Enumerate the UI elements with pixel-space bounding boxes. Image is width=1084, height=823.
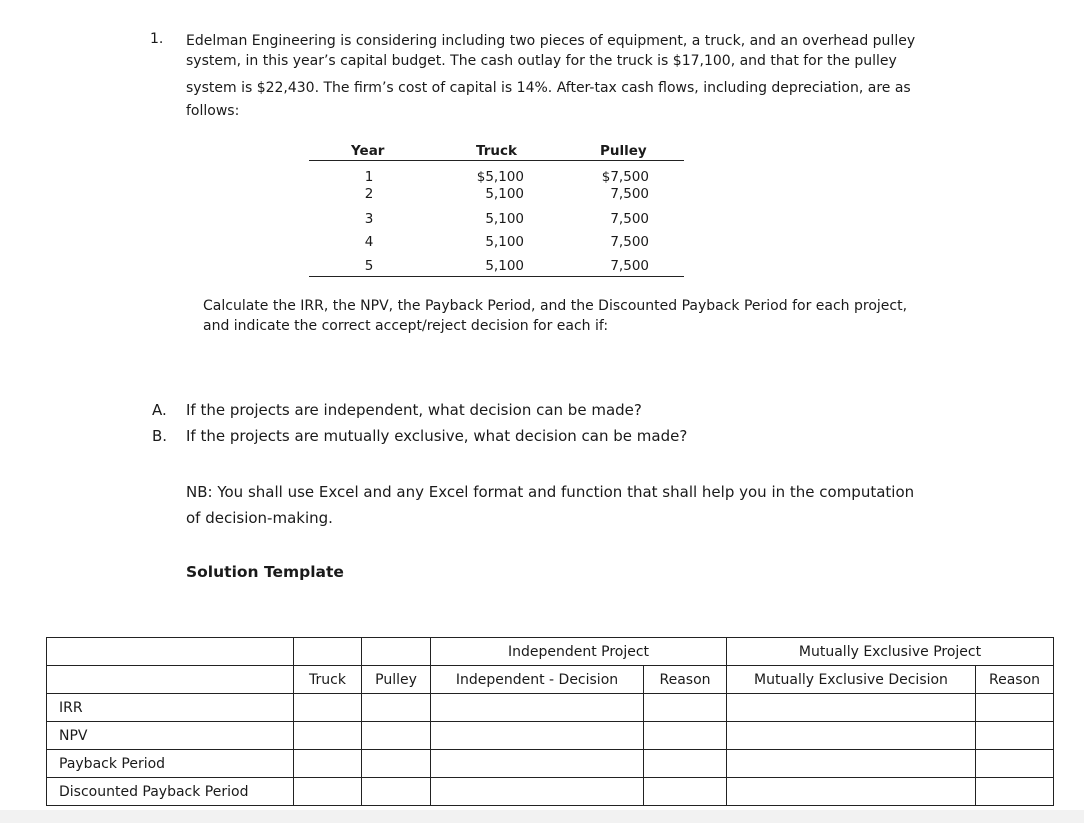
question-line-2: system, in this year’s capital budget. The cash outlay for the truck is $17,100, and that for the pulley	[186, 53, 897, 69]
mutual-reason-header: Reason	[976, 666, 1054, 694]
empty-cell[interactable]	[47, 638, 294, 666]
pulley-cell: $7,500	[601, 169, 649, 185]
column-header-row	[47, 666, 1054, 694]
question-line-4: follows:	[186, 103, 240, 119]
table-row	[47, 750, 1054, 778]
pulley-cell: 7,500	[610, 258, 649, 274]
answer-cell[interactable]	[727, 722, 976, 750]
question-line-3: system is $22,430. The firm’s cost of capital is 14%. After-tax cash flows, including depreciation, are as	[186, 80, 911, 96]
answer-cell[interactable]	[431, 750, 644, 778]
answer-cell[interactable]	[294, 778, 362, 806]
answer-cell[interactable]	[431, 722, 644, 750]
year-cell: 3	[364, 211, 374, 227]
truck-column-header: Truck	[294, 666, 362, 694]
answer-cell[interactable]	[294, 750, 362, 778]
nb-line-1: NB: You shall use Excel and any Excel format and function that shall help you in the computation	[186, 483, 915, 501]
year-header: Year	[351, 143, 385, 159]
row-label-payback-period: Payback Period	[47, 750, 294, 778]
solution-template-title: Solution Template	[186, 563, 344, 581]
year-cell: 4	[364, 234, 374, 250]
answer-cell[interactable]	[644, 722, 727, 750]
year-cell: 2	[364, 186, 374, 202]
truck-cell: 5,100	[485, 234, 524, 250]
item-a-text: If the projects are independent, what decision can be made?	[186, 401, 642, 419]
truck-cell: 5,100	[485, 186, 524, 202]
year-cell: 5	[364, 258, 374, 274]
empty-cell[interactable]	[294, 638, 362, 666]
answer-cell[interactable]	[294, 694, 362, 722]
answer-cell[interactable]	[362, 778, 431, 806]
item-b-text: If the projects are mutually exclusive, what decision can be made?	[186, 427, 688, 445]
answer-cell[interactable]	[644, 750, 727, 778]
independent-reason-header: Reason	[644, 666, 727, 694]
answer-cell[interactable]	[727, 694, 976, 722]
bottom-strip	[0, 810, 1084, 823]
empty-cell[interactable]	[362, 638, 431, 666]
group-header-row	[47, 638, 1054, 666]
item-a-marker: A.	[152, 401, 167, 419]
truck-header: Truck	[476, 143, 517, 159]
independent-decision-header: Independent - Decision	[431, 666, 644, 694]
pulley-cell: 7,500	[610, 211, 649, 227]
instruction-line-1: Calculate the IRR, the NPV, the Payback Period, and the Discounted Payback Period for each project,	[203, 298, 908, 314]
answer-cell[interactable]	[362, 750, 431, 778]
answer-cell[interactable]	[727, 778, 976, 806]
answer-cell[interactable]	[294, 722, 362, 750]
answer-cell[interactable]	[644, 778, 727, 806]
year-cell: 1	[364, 169, 374, 185]
answer-cell[interactable]	[644, 694, 727, 722]
row-label-npv: NPV	[47, 722, 294, 750]
table-row	[47, 778, 1054, 806]
row-label-discounted-payback-period: Discounted Payback Period	[47, 778, 294, 806]
answer-cell[interactable]	[976, 778, 1054, 806]
item-b-marker: B.	[152, 427, 168, 445]
row-label-irr: IRR	[47, 694, 294, 722]
answer-cell[interactable]	[362, 694, 431, 722]
answer-cell[interactable]	[976, 750, 1054, 778]
mutual-decision-header: Mutually Exclusive Decision	[727, 666, 976, 694]
pulley-cell: 7,500	[610, 234, 649, 250]
truck-cell: 5,100	[485, 258, 524, 274]
pulley-cell: 7,500	[610, 186, 649, 202]
pulley-header: Pulley	[600, 143, 647, 159]
answer-cell[interactable]	[976, 694, 1054, 722]
question-number: 1.	[150, 31, 164, 47]
mutually-exclusive-project-header: Mutually Exclusive Project	[727, 638, 1054, 666]
truck-cell: 5,100	[485, 211, 524, 227]
pulley-column-header: Pulley	[362, 666, 431, 694]
nb-line-2: of decision-making.	[186, 509, 333, 527]
table-row	[47, 722, 1054, 750]
truck-cell: $5,100	[476, 169, 524, 185]
solution-template-table	[46, 637, 1054, 806]
answer-cell[interactable]	[727, 750, 976, 778]
table-row	[47, 694, 1054, 722]
table-top-rule	[309, 160, 684, 161]
answer-cell[interactable]	[431, 694, 644, 722]
table-bottom-rule	[309, 276, 684, 277]
question-line-1: Edelman Engineering is considering including two pieces of equipment, a truck, and an overhead pulley	[186, 33, 916, 49]
answer-cell[interactable]	[976, 722, 1054, 750]
independent-project-header: Independent Project	[431, 638, 727, 666]
instruction-line-2: and indicate the correct accept/reject decision for each if:	[203, 318, 609, 334]
empty-cell[interactable]	[47, 666, 294, 694]
answer-cell[interactable]	[362, 722, 431, 750]
answer-cell[interactable]	[431, 778, 644, 806]
